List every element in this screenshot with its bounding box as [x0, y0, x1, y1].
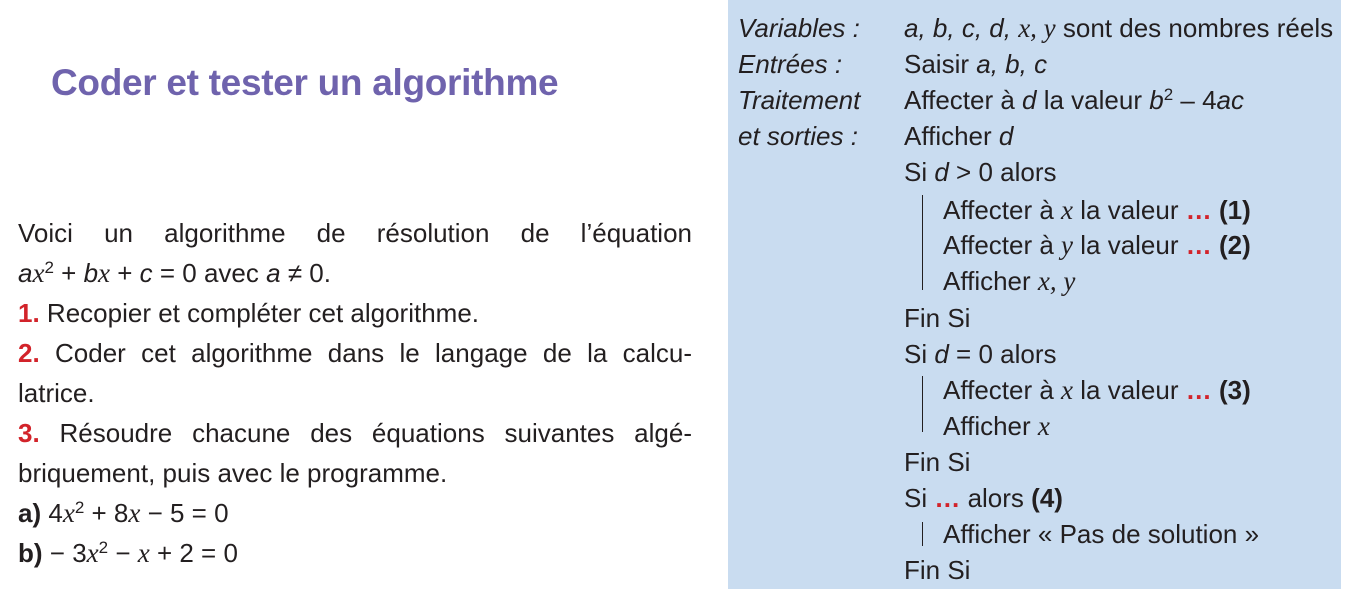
eq-a: a [18, 258, 33, 288]
b-var: b [1149, 85, 1164, 115]
variables-xy: x, y [1018, 13, 1056, 43]
si-3-text: Si [904, 483, 935, 513]
eq-plus-c: + [110, 258, 140, 288]
eq-x2: x [98, 258, 111, 288]
q3-text-cont: briquement, puis avec le programme. [18, 458, 448, 488]
q2-text-cont: latrice. [18, 378, 95, 408]
page-title: Coder et tester un algorithme [51, 62, 559, 103]
eq-a2: a [266, 258, 281, 288]
l5-pre: Afficher [943, 411, 1038, 441]
eq-b: b [83, 258, 99, 288]
eq-b-x: x [86, 538, 99, 568]
exercise-statement [18, 213, 692, 573]
question-1 [18, 293, 692, 333]
l2-ref: (2) [1218, 230, 1251, 260]
eq-b-mid: − [108, 538, 138, 568]
equation-b [18, 533, 692, 573]
question-3 [18, 413, 692, 453]
saisir-text: Saisir [904, 49, 977, 79]
eq-c: c [139, 258, 153, 288]
si-2-text: Si [904, 339, 935, 369]
fin-si-1: Fin Si [904, 303, 971, 333]
la-valeur-text: la valeur [1036, 85, 1150, 115]
block-bar-3 [922, 522, 923, 546]
si-2-line [904, 339, 1056, 369]
equation-line [18, 253, 692, 293]
l4-pre: Affecter à [943, 375, 1062, 405]
algorithm-box [728, 0, 1341, 589]
eq-a-end: − 5 = 0 [140, 498, 229, 528]
ac-var: ac [1216, 85, 1245, 115]
eq-a-x2: x [128, 498, 141, 528]
entrees-line [904, 49, 1047, 79]
line-5 [943, 411, 1050, 441]
line-2 [943, 230, 1251, 260]
q1-number: 1. [18, 298, 40, 328]
si-3-ref: (4) [1031, 483, 1063, 513]
label-variables: Variables : [738, 13, 860, 43]
l1-pre: Affecter à [943, 195, 1062, 225]
eq-b-exp: 2 [98, 538, 109, 557]
eq-b-x2: x [137, 538, 150, 568]
question-2 [18, 333, 692, 373]
si-2-d: d [934, 339, 949, 369]
l4-mid: la valeur [1073, 375, 1186, 405]
d-var-2: d [998, 121, 1014, 151]
intro-text: Voici un algorithme de résolution de l’équation [18, 218, 692, 248]
q3-text: Résoudre chacune des équations suivantes algé- [59, 418, 692, 448]
line-1 [943, 195, 1251, 225]
eq-a-exp: 2 [74, 498, 85, 517]
equation-a [18, 493, 692, 533]
line-6: Afficher « Pas de solution » [943, 519, 1260, 549]
b-exp: 2 [1163, 85, 1174, 104]
question-2-cont [18, 373, 692, 413]
q2-text: Coder cet algorithme dans le langage de la calcu- [55, 338, 692, 368]
affecter-d-line [904, 85, 1244, 115]
eq-neq: ≠ 0. [280, 258, 331, 288]
l3-vars: x, y [1037, 266, 1076, 296]
l2-mid: la valeur [1073, 230, 1186, 260]
si-3-dots: … [934, 483, 961, 513]
eq-x: x [32, 258, 45, 288]
intro-line [18, 213, 692, 253]
eq-b-coef: − 3 [49, 538, 87, 568]
l2-pre: Affecter à [943, 230, 1062, 260]
l4-var: x [1061, 375, 1074, 405]
si-2-cond: = 0 alors [948, 339, 1057, 369]
eq-a-x: x [62, 498, 75, 528]
variables-list: a, b, c, d, [904, 13, 1011, 43]
eq-plus: + [53, 258, 84, 288]
l1-mid: la valeur [1073, 195, 1186, 225]
si-3-cond: alors [960, 483, 1032, 513]
label-traitement: Traitement [738, 85, 861, 115]
eq-b-label: b) [18, 538, 43, 568]
si-1-d: d [934, 157, 949, 187]
eq-exp: 2 [44, 258, 54, 277]
variables-rest: sont des nombres réels [1055, 13, 1334, 43]
l1-var: x [1061, 195, 1074, 225]
label-entrees: Entrées : [738, 49, 843, 79]
si-1-cond: > 0 alors [948, 157, 1057, 187]
l3-pre: Afficher [943, 266, 1038, 296]
question-3-cont [18, 453, 692, 493]
eq-b-end: + 2 = 0 [149, 538, 238, 568]
fin-si-2: Fin Si [904, 447, 971, 477]
saisir-vars: a, b, c [976, 49, 1048, 79]
variables-line [904, 13, 1333, 43]
line-4 [943, 375, 1251, 405]
affecter-d-text: Affecter à [904, 85, 1023, 115]
l2-dots: … [1185, 230, 1212, 260]
afficher-d-line [904, 121, 1013, 151]
si-3-line [904, 483, 1063, 513]
afficher-d-text: Afficher [904, 121, 999, 151]
line-3 [943, 266, 1075, 296]
si-1-line [904, 157, 1056, 187]
minus-4: – 4 [1173, 85, 1217, 115]
l2-var: y [1061, 230, 1074, 260]
d-var: d [1022, 85, 1037, 115]
q3-number: 3. [18, 418, 40, 448]
l1-dots: … [1185, 195, 1212, 225]
fin-si-3: Fin Si [904, 555, 971, 585]
eq-equals: = 0 avec [152, 258, 267, 288]
eq-a-coef: 4 [48, 498, 63, 528]
l5-var: x [1037, 411, 1050, 441]
block-bar-1 [922, 195, 923, 290]
block-bar-2 [922, 376, 923, 432]
eq-a-mid: + 8 [84, 498, 129, 528]
eq-a-label: a) [18, 498, 42, 528]
q1-text: Recopier et compléter cet algorithme. [46, 298, 480, 328]
si-1-text: Si [904, 157, 935, 187]
q2-number: 2. [18, 338, 40, 368]
l4-dots: … [1185, 375, 1212, 405]
l1-ref: (1) [1218, 195, 1251, 225]
label-sorties: et sorties : [738, 121, 858, 151]
l4-ref: (3) [1218, 375, 1251, 405]
